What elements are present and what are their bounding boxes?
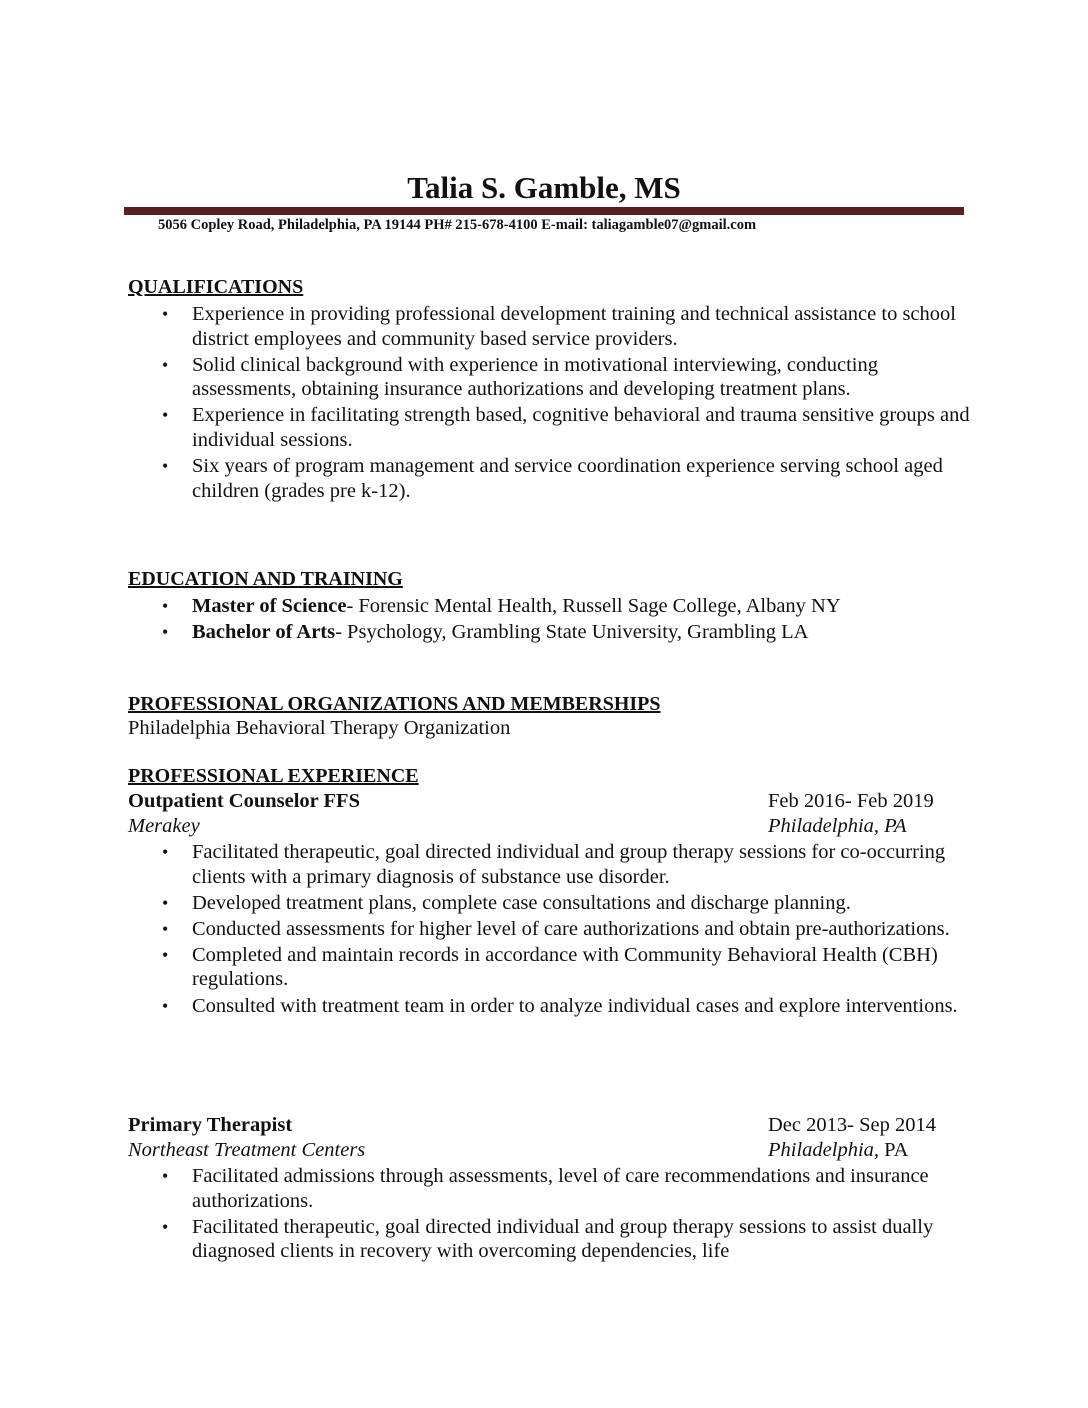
degree-name: Bachelor of Arts [192,621,336,644]
job-city: Philadelphia, [768,1139,880,1161]
list-item: • Consulted with treatment team in order to analyze individual cases and explore interventions. [192,994,972,1019]
list-item: • Completed and maintain records in accordance with Community Behavioral Health (CBH) regulations. [192,943,972,992]
job-employer: Merakey [128,815,200,837]
section-title-experience: PROFESSIONAL EXPERIENCE [128,765,419,787]
list-item: • Facilitated therapeutic, goal directed individual and group therapy sessions for co-occurring clients with a primary diagnosis of substance use disorder. [192,840,972,889]
job-location [768,815,907,838]
job-title: Outpatient Counselor FFS [128,790,360,812]
header-rule [124,207,964,215]
education-list [192,594,992,646]
degree-detail: - Psychology, Grambling State University, Grambling LA [335,621,809,644]
job-location [768,1139,908,1162]
section-title-organizations: PROFESSIONAL ORGANIZATIONS AND MEMBERSHIPS [128,693,661,715]
education-item [192,594,992,619]
list-item: • Facilitated admissions through assessments, level of care recommendations and insurance authorizations. [192,1164,972,1213]
list-item: • Six years of program management and service coordination experience serving school aged children (grades pre k-12). [192,454,972,503]
organization-item: Philadelphia Behavioral Therapy Organization [128,717,511,739]
list-item: • Developed treatment plans, complete case consultations and discharge planning. [192,891,972,916]
candidate-name: Talia S. Gamble, MS [407,170,681,205]
list-item: • Conducted assessments for higher level of care authorizations and obtain pre-authorizations. [192,917,972,942]
job-city: Philadelphia, PA [768,815,907,837]
contact-line: 5056 Copley Road, Philadelphia, PA 19144 PH# 215-678-4100 E-mail: taliagamble07@gmail.com [158,217,757,233]
list-item: • Facilitated therapeutic, goal directed individual and group therapy sessions to assist dually diagnosed clients in recovery with overcoming dependencies, life [192,1215,972,1264]
list-item: • Experience in providing professional development training and technical assistance to school district employees and community based service providers. [192,302,972,351]
list-item: • Solid clinical background with experience in motivational interviewing, conducting assessments, obtaining insurance authorizations and developing treatment plans. [192,353,972,402]
education-item [192,620,992,645]
list-item: • Experience in facilitating strength based, cognitive behavioral and trauma sensitive groups and individual sessions. [192,403,972,452]
degree-name: Master of Science [192,595,347,617]
section-title-qualifications: QUALIFICATIONS [128,276,304,298]
job-employer: Northeast Treatment Centers [128,1139,366,1161]
qualifications-list [192,302,972,505]
job-dates: Feb 2016- Feb 2019 [768,790,934,812]
job-dates: Dec 2013- Sep 2014 [768,1114,936,1136]
job-bullets [192,1164,972,1265]
degree-detail: - Forensic Mental Health, Russell Sage College, Albany NY [346,595,841,617]
job-bullets [192,840,972,1020]
job-state: PA [879,1139,909,1161]
job-title: Primary Therapist [128,1114,293,1136]
section-title-education: EDUCATION AND TRAINING [128,568,403,590]
